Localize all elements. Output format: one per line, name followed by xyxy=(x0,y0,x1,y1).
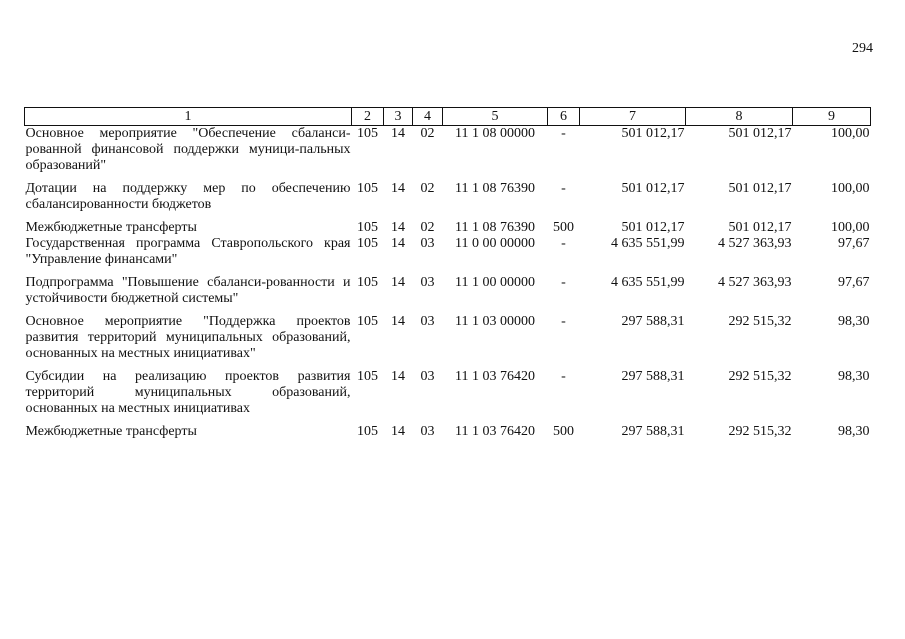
execution-percent: 100,00 xyxy=(831,220,870,235)
row-name: Дотации на поддержку мер по обеспечению сбалансированности бюджетов xyxy=(25,181,351,212)
expense-type-code: - xyxy=(561,181,566,196)
page-number: 294 xyxy=(852,41,873,56)
table-row xyxy=(25,181,871,220)
expense-type-code: - xyxy=(561,369,566,384)
row-name: Основное мероприятие "Обеспечение сбаланси-рованной финансовой поддержки муници-пальных образований" xyxy=(25,126,351,173)
subsection-code: 02 xyxy=(420,220,435,235)
subsection-code: 03 xyxy=(420,236,435,251)
row-name: Субсидии на реализацию проектов развития территорий муниципальных образований, основанных на местных инициативах xyxy=(25,369,351,416)
row-name: Подпрограмма "Повышение сбаланси-рованности и устойчивости бюджетной системы" xyxy=(25,275,351,306)
subsection-code: 03 xyxy=(420,314,435,329)
table-row xyxy=(25,275,871,314)
section-code: 14 xyxy=(391,126,405,141)
execution-percent: 97,67 xyxy=(838,275,870,290)
table-row xyxy=(25,126,871,182)
ministry-code: 105 xyxy=(357,275,378,290)
subsection-code: 03 xyxy=(420,275,435,290)
expense-type-code: 500 xyxy=(553,220,574,235)
section-code: 14 xyxy=(391,314,405,329)
executed-amount: 4 527 363,93 xyxy=(718,275,792,290)
executed-amount: 501 012,17 xyxy=(728,181,792,196)
planned-amount: 501 012,17 xyxy=(621,181,685,196)
target-article-code: 11 1 00 00000 xyxy=(455,275,535,290)
section-code: 14 xyxy=(391,220,405,235)
planned-amount: 4 635 551,99 xyxy=(611,275,685,290)
target-article-code: 11 1 08 76390 xyxy=(455,220,535,235)
row-name: Государственная программа Ставропольского края "Управление финансами" xyxy=(25,236,351,267)
table-row xyxy=(25,236,871,275)
expense-type-code: - xyxy=(561,314,566,329)
execution-percent: 100,00 xyxy=(831,126,870,141)
target-article-code: 11 1 03 00000 xyxy=(455,314,535,329)
target-article-code: 11 1 03 76420 xyxy=(455,369,535,384)
column-header-4: 4 xyxy=(413,108,443,126)
planned-amount: 501 012,17 xyxy=(621,220,685,235)
planned-amount: 4 635 551,99 xyxy=(611,236,685,251)
table-row xyxy=(25,220,871,236)
subsection-code: 02 xyxy=(420,126,435,141)
target-article-code: 11 1 03 76420 xyxy=(455,424,535,439)
ministry-code: 105 xyxy=(357,236,378,251)
column-header-2: 2 xyxy=(352,108,384,126)
column-header-6: 6 xyxy=(548,108,580,126)
expense-type-code: - xyxy=(561,236,566,251)
row-name: Межбюджетные трансферты xyxy=(25,424,197,439)
column-header-9: 9 xyxy=(793,108,871,126)
ministry-code: 105 xyxy=(357,369,378,384)
ministry-code: 105 xyxy=(357,220,378,235)
execution-percent: 100,00 xyxy=(831,181,870,196)
section-code: 14 xyxy=(391,181,405,196)
section-code: 14 xyxy=(391,424,405,439)
executed-amount: 292 515,32 xyxy=(728,314,792,329)
executed-amount: 4 527 363,93 xyxy=(718,236,792,251)
expense-type-code: - xyxy=(561,275,566,290)
budget-table xyxy=(24,107,871,440)
subsection-code: 03 xyxy=(420,424,435,439)
table-row xyxy=(25,314,871,369)
row-name: Межбюджетные трансферты xyxy=(25,220,197,235)
column-header-5: 5 xyxy=(443,108,548,126)
target-article-code: 11 0 00 00000 xyxy=(455,236,535,251)
column-header-3: 3 xyxy=(384,108,413,126)
planned-amount: 501 012,17 xyxy=(621,126,685,141)
column-header-8: 8 xyxy=(686,108,793,126)
ministry-code: 105 xyxy=(357,126,378,141)
target-article-code: 11 1 08 76390 xyxy=(455,181,535,196)
execution-percent: 98,30 xyxy=(838,369,870,384)
executed-amount: 292 515,32 xyxy=(728,369,792,384)
execution-percent: 98,30 xyxy=(838,314,870,329)
table-row xyxy=(25,369,871,424)
section-code: 14 xyxy=(391,369,405,384)
target-article-code: 11 1 08 00000 xyxy=(455,126,535,141)
section-code: 14 xyxy=(391,275,405,290)
planned-amount: 297 588,31 xyxy=(621,314,685,329)
ministry-code: 105 xyxy=(357,314,378,329)
executed-amount: 292 515,32 xyxy=(728,424,792,439)
planned-amount: 297 588,31 xyxy=(621,369,685,384)
subsection-code: 03 xyxy=(420,369,435,384)
execution-percent: 97,67 xyxy=(838,236,870,251)
executed-amount: 501 012,17 xyxy=(728,126,792,141)
column-header-7: 7 xyxy=(580,108,686,126)
ministry-code: 105 xyxy=(357,181,378,196)
column-header-1: 1 xyxy=(25,108,352,126)
execution-percent: 98,30 xyxy=(838,424,870,439)
header-row xyxy=(25,108,871,126)
section-code: 14 xyxy=(391,236,405,251)
executed-amount: 501 012,17 xyxy=(728,220,792,235)
row-name: Основное мероприятие "Поддержка проектов развития территорий муниципальных образований, основанных на местных инициативах" xyxy=(25,314,351,361)
ministry-code: 105 xyxy=(357,424,378,439)
expense-type-code: - xyxy=(561,126,566,141)
table-row xyxy=(25,424,871,440)
planned-amount: 297 588,31 xyxy=(621,424,685,439)
expense-type-code: 500 xyxy=(553,424,574,439)
subsection-code: 02 xyxy=(420,181,435,196)
